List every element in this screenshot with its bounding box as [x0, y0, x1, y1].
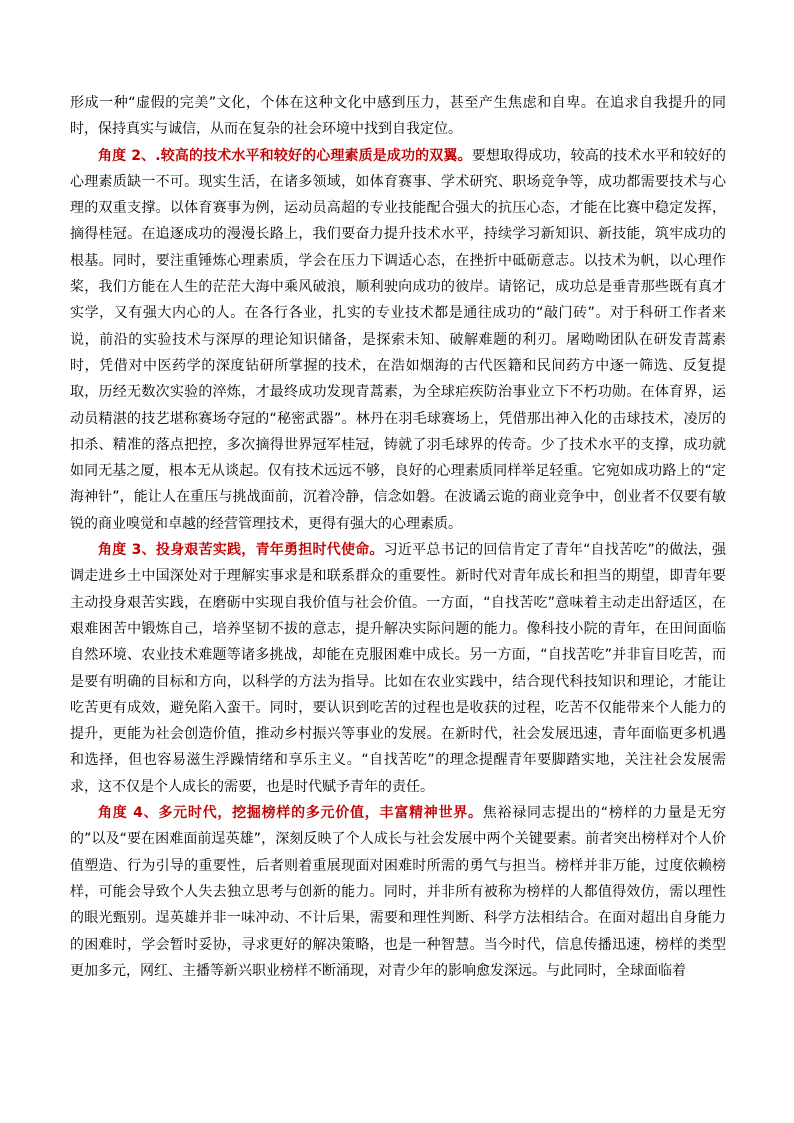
document-page — [70, 90, 726, 984]
paragraph-angle-3 — [70, 537, 726, 800]
paragraph-text: 习近平总书记的回信肯定了青年“自找苦吃”的做法，强调走进乡土中国深处对于理解实事求是和联系群众的重要性。新时代对青年成长和担当的期望，即青年要主动投身艰苦实践，在磨砺中实现自我价值与社会价值。一方面，“自找苦吃”意味着主动走出舒适区，在艰难困苦中锻炼自己，培养坚韧不拔的意志，提升解决实际问题的能力。像科技小院的青年，在田间面临自然环境、农业技术难题等诸多挑战，却能在克服困难中成长。另一方面，“自找苦吃”并非盲目吃苦，而是要有明确的目标和方向，以科学的方法为指导。比如在农业实践中，结合现代科技知识和理论，才能让吃苦更有成效，避免陷入蛮干。同时，要认识到吃苦的过程也是收获的过程，吃苦不仅能带来个人能力的提升，更能为社会创造价值，推动乡村振兴等事业的发展。在新时代，社会发展迅速，青年面临更多机遇和选择，但也容易滋生浮躁情绪和享乐主义。“自找苦吃”的理念提醒青年要脚踏实地，关注社会发展需求，这不仅是个人成长的需要，也是时代赋予青年的责任。 — [70, 542, 726, 795]
paragraph-angle-4 — [70, 800, 726, 984]
paragraph-text: 焦裕禄同志提出的“榜样的力量是无穷的”以及“要在困难面前逞英雄”，深刻反映了个人成长与社会发展中两个关键要素。前者突出榜样对个人价值塑造、行为引导的重要性，后者则着重展现面对困难时所需的勇气与担当。榜样并非万能，过度依赖榜样，可能会导致个人失去独立思考与创新的能力。同时，并非所有被称为榜样的人都值得效仿，需以理性的眼光甄别。逞英雄并非一味冲动、不计后果，需要和理性判断、科学方法相结合。在面对超出自身能力的困难时，学会暂时妥协，寻求更好的解决策略，也是一种智慧。当今时代，信息传播迅速，榜样的类型更加多元，网红、主播等新兴职业榜样不断涌现，对青少年的影响愈发深远。与此同时，全球面临着 — [70, 805, 726, 979]
angle-heading: 角度 3、投身艰苦实践，青年勇担时代使命。 — [98, 542, 384, 559]
paragraph-angle-2 — [70, 143, 726, 537]
paragraph-continuation — [70, 90, 726, 143]
angle-heading: 角度 2、.较高的技术水平和较好的心理素质是成功的双翼。 — [98, 147, 472, 164]
paragraph-text: 要想取得成功，较高的技术水平和较好的心理素质缺一不可。现实生活，在诸多领域，如体育赛事、学术研究、职场竞争等，成功都需要技术与心理的双重支撑。以体育赛事为例，运动员高超的专业技能配合强大的抗压心态，才能在比赛中稳定发挥，摘得桂冠。在追逐成功的漫漫长路上，我们要奋力提升技术水平，持续学习新知识、新技能，筑牢成功的根基。同时，要注重锤炼心理素质，学会在压力下调适心态，在挫折中砥砺意志。以技术为帆，以心理作桨，我们方能在人生的茫茫大海中乘风破浪，顺利驶向成功的彼岸。请铭记，成功总是垂青那些既有真才实学，又有强大内心的人。在各行各业，扎实的专业技术都是通往成功的“敲门砖”。对于科研工作者来说，前沿的实验技术与深厚的理论知识储备，是探索未知、破解难题的利刃。屠呦呦团队在研发青蒿素时，凭借对中医药学的深度钻研所掌握的技术，在浩如烟海的古代医籍和民间药方中逐一筛选、反复提取，历经无数次实验的淬炼，才最终成功发现青蒿素，为全球疟疾防治事业立下不朽功勋。在体育界，运动员精湛的技艺堪称赛场夺冠的“秘密武器”。林丹在羽毛球赛场上，凭借那出神入化的击球技术，凌厉的扣杀、精准的落点把控，多次摘得世界冠军桂冠，铸就了羽毛球界的传奇。少了技术水平的支撑，成功就如同无基之厦，根本无从谈起。仅有技术远远不够，良好的心理素质同样举足轻重。它宛如成功路上的“定海神针”，能让人在重压与挑战面前，沉着冷静，信念如磐。在波谲云诡的商业竞争中，创业者不仅要有敏锐的商业嗅觉和卓越的经营管理技术，更得有强大的心理素质。 — [70, 147, 727, 532]
paragraph-text: 形成一种“虚假的完美”文化，个体在这种文化中感到压力，甚至产生焦虑和自卑。在追求自我提升的同时，保持真实与诚信，从而在复杂的社会环境中找到自我定位。 — [70, 95, 726, 138]
angle-heading: 角度 4、多元时代，挖掘榜样的多元价值，丰富精神世界。 — [98, 805, 483, 822]
